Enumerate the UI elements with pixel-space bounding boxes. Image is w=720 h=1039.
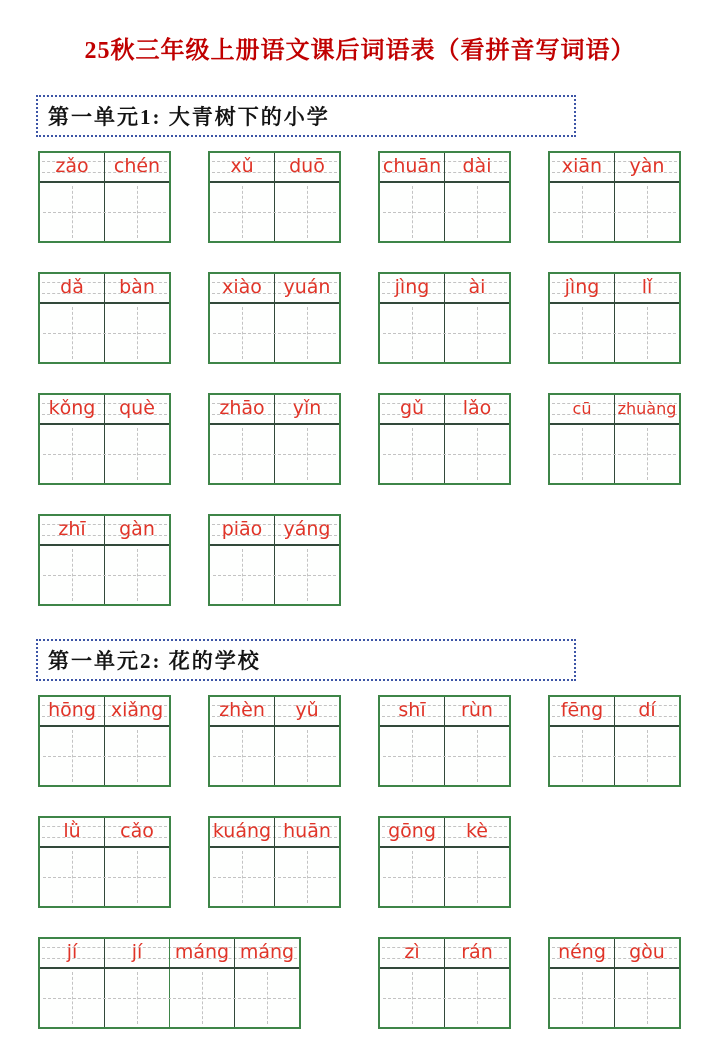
pinyin-row <box>210 153 339 183</box>
writing-cell <box>444 727 509 785</box>
pinyin-row <box>550 939 679 969</box>
pinyin-syllable: zhī <box>58 518 86 540</box>
pinyin-row <box>210 818 339 848</box>
writing-row <box>380 969 509 1027</box>
pinyin-row <box>40 395 169 425</box>
pinyin-syllable: yǔ <box>274 697 339 725</box>
writing-row <box>40 304 169 362</box>
word-block-slot <box>208 816 378 911</box>
writing-cell <box>234 969 299 1027</box>
writing-cell <box>380 425 444 483</box>
word-block <box>38 816 171 908</box>
writing-cell <box>274 848 339 906</box>
writing-row <box>40 183 169 241</box>
writing-cell <box>104 304 169 362</box>
pinyin-row <box>210 395 339 425</box>
writing-row <box>40 969 299 1027</box>
writing-cell <box>40 546 104 604</box>
word-block-slot <box>38 393 208 488</box>
writing-row <box>210 425 339 483</box>
writing-cell <box>550 304 614 362</box>
writing-row <box>40 727 169 785</box>
word-block-slot <box>378 393 548 488</box>
word-block-slot <box>38 272 208 367</box>
pinyin-syllable: zhāo <box>219 397 265 419</box>
word-block-slot <box>378 151 548 246</box>
writing-cell <box>210 425 274 483</box>
word-block <box>38 272 171 364</box>
writing-cell <box>380 304 444 362</box>
pinyin-syllable: jí <box>104 939 169 967</box>
pinyin-row <box>40 516 169 546</box>
pinyin-syllable: xiān <box>561 155 603 177</box>
writing-cell <box>104 546 169 604</box>
pinyin-row <box>550 153 679 183</box>
pinyin-syllable: hōng <box>48 699 96 721</box>
writing-cell <box>104 727 169 785</box>
word-block-slot <box>38 937 378 1032</box>
writing-row <box>210 848 339 906</box>
word-block <box>208 514 341 606</box>
writing-row <box>40 546 169 604</box>
pinyin-syllable: gōng <box>388 820 436 842</box>
word-block-slot <box>548 272 718 367</box>
pinyin-row <box>40 939 299 969</box>
pinyin-syllable: zhèn <box>219 699 265 721</box>
writing-row <box>210 304 339 362</box>
pinyin-row <box>550 697 679 727</box>
pinyin-row <box>210 274 339 304</box>
page-title: 25秋三年级上册语文课后词语表（看拼音写词语） <box>84 38 636 64</box>
pinyin-syllable: dí <box>614 697 679 725</box>
writing-row <box>550 183 679 241</box>
word-block <box>378 393 511 485</box>
writing-cell <box>40 425 104 483</box>
word-row <box>0 816 720 911</box>
word-block-slot <box>208 514 378 609</box>
writing-row <box>40 425 169 483</box>
pinyin-row <box>380 274 509 304</box>
writing-cell <box>104 848 169 906</box>
pinyin-syllable: dǎ <box>60 276 84 298</box>
writing-cell <box>380 727 444 785</box>
writing-cell <box>210 304 274 362</box>
writing-row <box>40 848 169 906</box>
pinyin-syllable: yáng <box>274 516 339 544</box>
word-row <box>0 393 720 488</box>
word-block-slot <box>208 272 378 367</box>
writing-cell <box>210 848 274 906</box>
word-block <box>548 151 681 243</box>
word-block-slot <box>208 393 378 488</box>
pinyin-syllable: zì <box>404 941 420 963</box>
writing-cell <box>614 304 679 362</box>
pinyin-syllable: què <box>104 395 169 423</box>
word-block-slot <box>38 816 208 911</box>
word-block <box>378 937 511 1029</box>
writing-cell <box>444 183 509 241</box>
word-row <box>0 514 720 609</box>
word-block <box>208 151 341 243</box>
word-block-slot <box>38 151 208 246</box>
writing-row <box>380 304 509 362</box>
writing-row <box>550 425 679 483</box>
writing-cell <box>40 727 104 785</box>
writing-cell <box>444 969 509 1027</box>
pinyin-syllable: lǎo <box>444 395 509 423</box>
word-block <box>38 151 171 243</box>
pinyin-syllable: huān <box>274 818 339 846</box>
pinyin-syllable: kuáng <box>212 820 272 842</box>
pinyin-syllable: yǐn <box>274 395 339 423</box>
pinyin-syllable: gòu <box>614 939 679 967</box>
pinyin-row <box>40 274 169 304</box>
writing-row <box>210 546 339 604</box>
pinyin-syllable: piāo <box>221 518 263 540</box>
writing-row <box>550 969 679 1027</box>
word-block <box>38 695 171 787</box>
pinyin-syllable: dài <box>444 153 509 181</box>
pinyin-row <box>550 395 679 425</box>
writing-row <box>380 183 509 241</box>
word-block <box>378 695 511 787</box>
writing-cell <box>210 727 274 785</box>
writing-cell <box>210 546 274 604</box>
word-block-slot <box>378 695 548 790</box>
word-row <box>0 151 720 246</box>
pinyin-syllable: gǔ <box>399 397 425 419</box>
word-block-slot <box>38 695 208 790</box>
word-block-slot <box>208 151 378 246</box>
word-block-slot <box>208 695 378 790</box>
pinyin-syllable: gàn <box>104 516 169 544</box>
writing-cell <box>614 183 679 241</box>
pinyin-syllable: bàn <box>104 274 169 302</box>
pinyin-syllable: cǎo <box>104 818 169 846</box>
pinyin-syllable: kǒng <box>48 397 96 419</box>
word-block <box>548 272 681 364</box>
pinyin-syllable: cū <box>572 399 592 418</box>
pinyin-row <box>40 818 169 848</box>
writing-cell <box>444 304 509 362</box>
writing-cell <box>104 425 169 483</box>
writing-row <box>210 727 339 785</box>
pinyin-row <box>40 153 169 183</box>
writing-row <box>380 727 509 785</box>
section-1 <box>0 95 720 609</box>
pinyin-syllable: fēng <box>560 699 604 721</box>
writing-row <box>550 727 679 785</box>
pinyin-syllable: xiào <box>222 276 262 298</box>
writing-cell <box>40 304 104 362</box>
pinyin-row <box>380 395 509 425</box>
pinyin-row <box>40 697 169 727</box>
sections-container <box>0 95 720 1032</box>
writing-cell <box>614 727 679 785</box>
writing-cell <box>274 183 339 241</box>
pinyin-row <box>380 697 509 727</box>
word-block <box>378 816 511 908</box>
word-block <box>378 151 511 243</box>
pinyin-syllable: jìng <box>564 276 600 298</box>
pinyin-syllable: zhuàng <box>614 395 679 423</box>
pinyin-row <box>210 516 339 546</box>
word-block-slot <box>548 937 718 1032</box>
word-block <box>38 393 171 485</box>
word-row <box>0 272 720 367</box>
word-block-slot <box>378 272 548 367</box>
writing-cell <box>274 727 339 785</box>
pinyin-syllable: duō <box>274 153 339 181</box>
word-block <box>548 393 681 485</box>
pinyin-syllable: néng <box>558 941 606 963</box>
writing-cell <box>614 425 679 483</box>
pinyin-syllable: jìng <box>394 276 430 298</box>
writing-cell <box>274 425 339 483</box>
word-row <box>0 937 720 1032</box>
word-block <box>208 695 341 787</box>
pinyin-syllable: rùn <box>444 697 509 725</box>
writing-cell <box>210 183 274 241</box>
section-header: 第一单元2: 花的学校 <box>36 639 576 681</box>
pinyin-syllable: jí <box>66 941 78 963</box>
writing-cell <box>40 183 104 241</box>
pinyin-syllable: kè <box>444 818 509 846</box>
writing-cell <box>274 304 339 362</box>
word-block-slot <box>378 937 548 1032</box>
word-block <box>38 514 171 606</box>
word-block <box>548 695 681 787</box>
pinyin-syllable: máng <box>169 939 234 967</box>
writing-row <box>210 183 339 241</box>
word-block <box>208 816 341 908</box>
pinyin-syllable: shī <box>398 699 426 721</box>
pinyin-syllable: máng <box>234 939 299 967</box>
writing-cell <box>380 848 444 906</box>
word-block-slot <box>548 393 718 488</box>
pinyin-syllable: lǐ <box>614 274 679 302</box>
pinyin-row <box>550 274 679 304</box>
writing-cell <box>444 848 509 906</box>
writing-cell <box>380 969 444 1027</box>
section-header: 第一单元1: 大青树下的小学 <box>36 95 576 137</box>
pinyin-syllable: yàn <box>614 153 679 181</box>
word-block <box>378 272 511 364</box>
word-row <box>0 695 720 790</box>
pinyin-syllable: lǜ <box>63 820 81 842</box>
writing-cell <box>40 969 104 1027</box>
writing-cell <box>550 425 614 483</box>
pinyin-syllable: chén <box>104 153 169 181</box>
pinyin-row <box>380 153 509 183</box>
writing-cell <box>104 183 169 241</box>
writing-cell <box>380 183 444 241</box>
pinyin-syllable: zǎo <box>55 155 89 177</box>
word-block <box>208 393 341 485</box>
writing-cell <box>274 546 339 604</box>
writing-cell <box>550 183 614 241</box>
writing-cell <box>40 848 104 906</box>
writing-cell <box>104 969 169 1027</box>
word-block <box>38 937 301 1029</box>
word-block-slot <box>378 816 548 911</box>
pinyin-syllable: xiǎng <box>104 697 169 725</box>
word-block-slot <box>38 514 208 609</box>
writing-row <box>550 304 679 362</box>
word-block-slot <box>548 151 718 246</box>
word-block <box>208 272 341 364</box>
pinyin-row <box>380 818 509 848</box>
word-block-slot <box>548 695 718 790</box>
writing-cell <box>614 969 679 1027</box>
pinyin-row <box>380 939 509 969</box>
writing-cell <box>550 727 614 785</box>
writing-cell <box>550 969 614 1027</box>
pinyin-syllable: rán <box>444 939 509 967</box>
pinyin-syllable: ài <box>444 274 509 302</box>
writing-cell <box>444 425 509 483</box>
writing-row <box>380 425 509 483</box>
pinyin-row <box>210 697 339 727</box>
pinyin-syllable: yuán <box>274 274 339 302</box>
pinyin-syllable: chuān <box>382 155 442 177</box>
pinyin-syllable: xǔ <box>230 155 254 177</box>
section-2 <box>0 639 720 1032</box>
writing-row <box>380 848 509 906</box>
writing-cell <box>169 969 234 1027</box>
word-block <box>548 937 681 1029</box>
